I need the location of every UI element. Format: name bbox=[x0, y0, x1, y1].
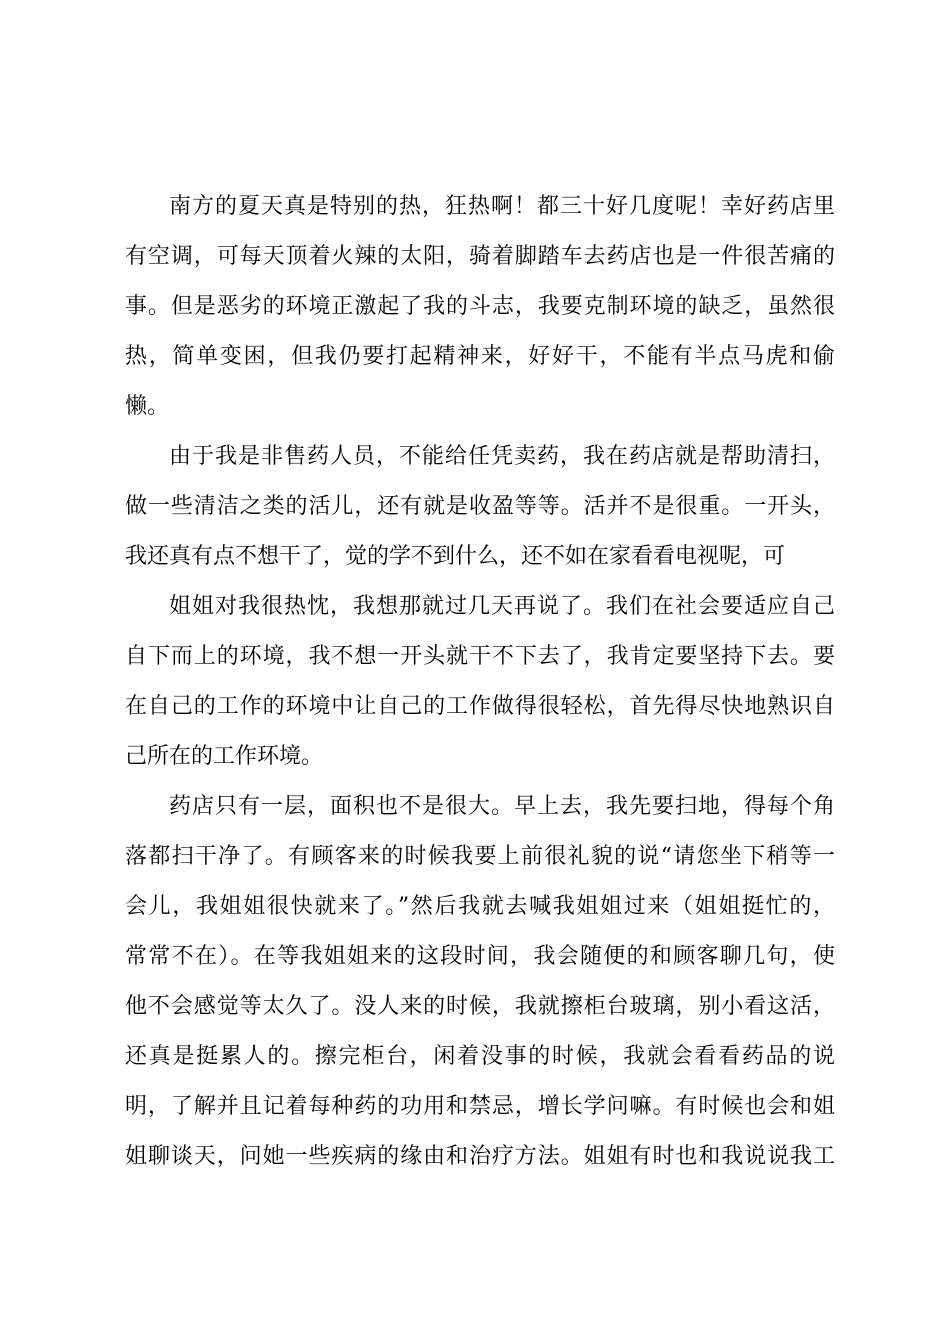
text-line: 姐姐对我很热忱，我想那就过几天再说了。我们在社会要适应自己 bbox=[169, 594, 835, 619]
text-line: 他不会感觉等太久了。没人来的时候，我就擦柜台玻璃，别小看这活， bbox=[125, 994, 835, 1019]
text-line: 有空调，可每天顶着火辣的太阳，骑着脚踏车去药店也是一件很苦痛的 bbox=[125, 244, 835, 269]
text-line: 在自己的工作的环境中让自己的工作做得很轻松，首先得尽快地熟识自 bbox=[125, 694, 835, 719]
paragraph-1 bbox=[125, 182, 835, 432]
text-line: 做一些清洁之类的活儿，还有就是收盈等等。活并不是很重。一开头， bbox=[125, 494, 835, 519]
text-line: 明，了解并且记着每种药的功用和禁忌，增长学问嘛。有时候也会和姐 bbox=[125, 1094, 835, 1119]
text-line: 药店只有一层，面积也不是很大。早上去，我先要扫地，得每个角 bbox=[169, 794, 835, 819]
text-line: 南方的夏天真是特别的热，狂热啊！都三十好几度呢！幸好药店里 bbox=[169, 194, 835, 219]
paragraph-3 bbox=[125, 582, 835, 782]
text-line: 事。但是恶劣的环境正激起了我的斗志，我要克制环境的缺乏，虽然很 bbox=[125, 294, 835, 319]
text-line: 由于我是非售药人员，不能给任凭卖药，我在药店就是帮助清扫， bbox=[169, 444, 835, 469]
text-line: 自下而上的环境，我不想一开头就干不下去了，我肯定要坚持下去。要 bbox=[125, 644, 835, 669]
paragraph-2 bbox=[125, 432, 835, 582]
text-line: 还真是挺累人的。擦完柜台，闲着没事的时候，我就会看看药品的说 bbox=[125, 1044, 835, 1069]
text-line: 懒。 bbox=[125, 394, 170, 419]
text-line: 会儿，我姐姐很快就来了。”然后我就去喊我姐姐过来（姐姐挺忙的， bbox=[125, 894, 835, 919]
text-line: 我还真有点不想干了，觉的学不到什么，还不如在家看看电视呢，可 bbox=[125, 544, 786, 569]
text-line: 常常不在）。在等我姐姐来的这段时间，我会随便的和顾客聊几句，使 bbox=[125, 944, 835, 969]
text-line: 姐聊谈天，问她一些疾病的缘由和治疗方法。姐姐有时也和我说说我工 bbox=[125, 1144, 835, 1169]
text-line: 热，简单变困，但我仍要打起精神来，好好干，不能有半点马虎和偷 bbox=[125, 344, 835, 369]
paragraph-4 bbox=[125, 782, 835, 1182]
text-line: 己所在的工作环境。 bbox=[125, 744, 324, 769]
document-body bbox=[125, 182, 835, 1182]
text-line: 落都扫干净了。有顾客来的时候我要上前很礼貌的说“请您坐下稍等一 bbox=[125, 844, 835, 869]
